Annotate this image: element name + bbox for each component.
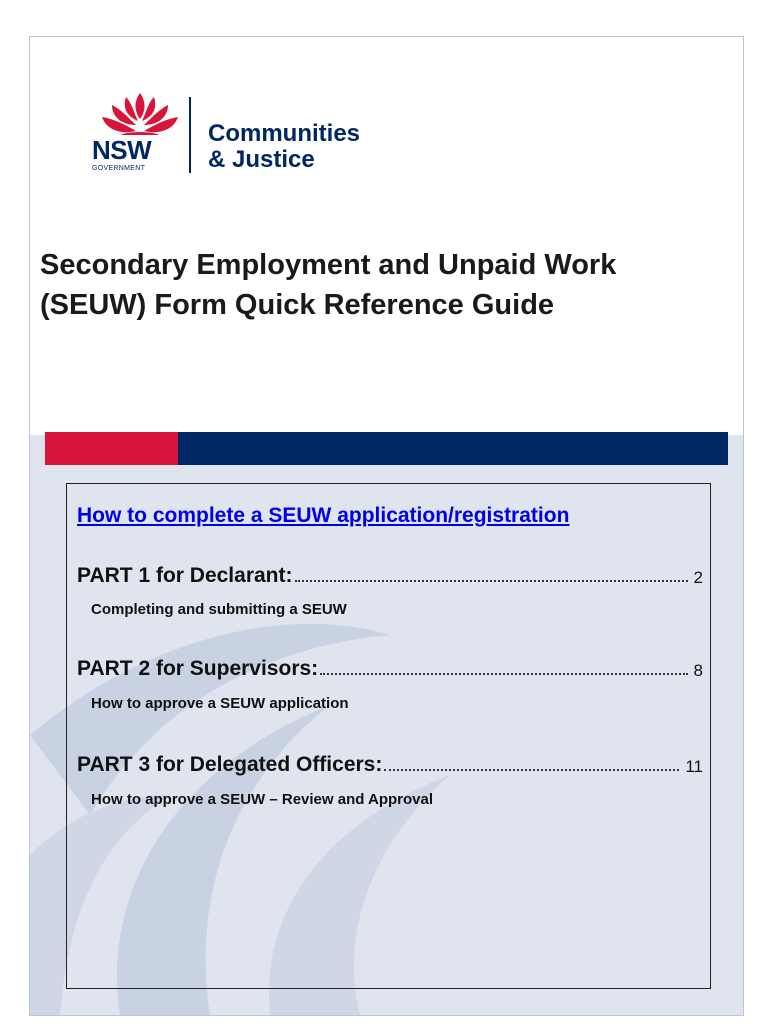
band-red-segment	[45, 432, 178, 465]
toc-entry-subtitle: How to approve a SEUW – Review and Approval	[91, 791, 434, 808]
agency-name-line2: & Justice	[208, 146, 315, 173]
toc-entry-label: PART 2 for Supervisors:	[77, 657, 319, 680]
government-label: GOVERNMENT	[92, 165, 146, 172]
toc-page-number: 11	[685, 757, 703, 776]
dot-leader	[384, 769, 679, 771]
toc-entry-part-1[interactable]	[77, 560, 703, 588]
toc-page-number: 8	[693, 661, 703, 680]
toc-entry-label: PART 3 for Delegated Officers:	[77, 753, 383, 776]
color-band	[45, 432, 728, 465]
toc-entry-subtitle: How to approve a SEUW application	[91, 695, 349, 712]
logo-divider	[189, 97, 191, 173]
toc-entry-part-3[interactable]	[77, 749, 703, 777]
document-title: Secondary Employment and Unpaid Work (SEUW) Form Quick Reference Guide	[40, 249, 617, 321]
toc-heading-link[interactable]: How to complete a SEUW application/registration	[77, 504, 570, 527]
toc-entry-subtitle: Completing and submitting a SEUW	[91, 601, 347, 618]
toc-page-number: 2	[693, 568, 703, 587]
dot-leader	[295, 580, 688, 582]
nsw-wordmark: NSW	[92, 135, 152, 165]
nsw-communities-justice-logo	[80, 91, 400, 181]
toc-entry-part-2[interactable]	[77, 653, 703, 681]
toc-entry-label: PART 1 for Declarant:	[77, 564, 293, 587]
waratah-icon	[90, 91, 190, 139]
document-page	[29, 36, 744, 1016]
table-of-contents	[66, 483, 711, 989]
dot-leader	[320, 673, 687, 675]
band-blue-segment	[178, 432, 728, 465]
agency-name-line1: Communities	[208, 120, 361, 147]
